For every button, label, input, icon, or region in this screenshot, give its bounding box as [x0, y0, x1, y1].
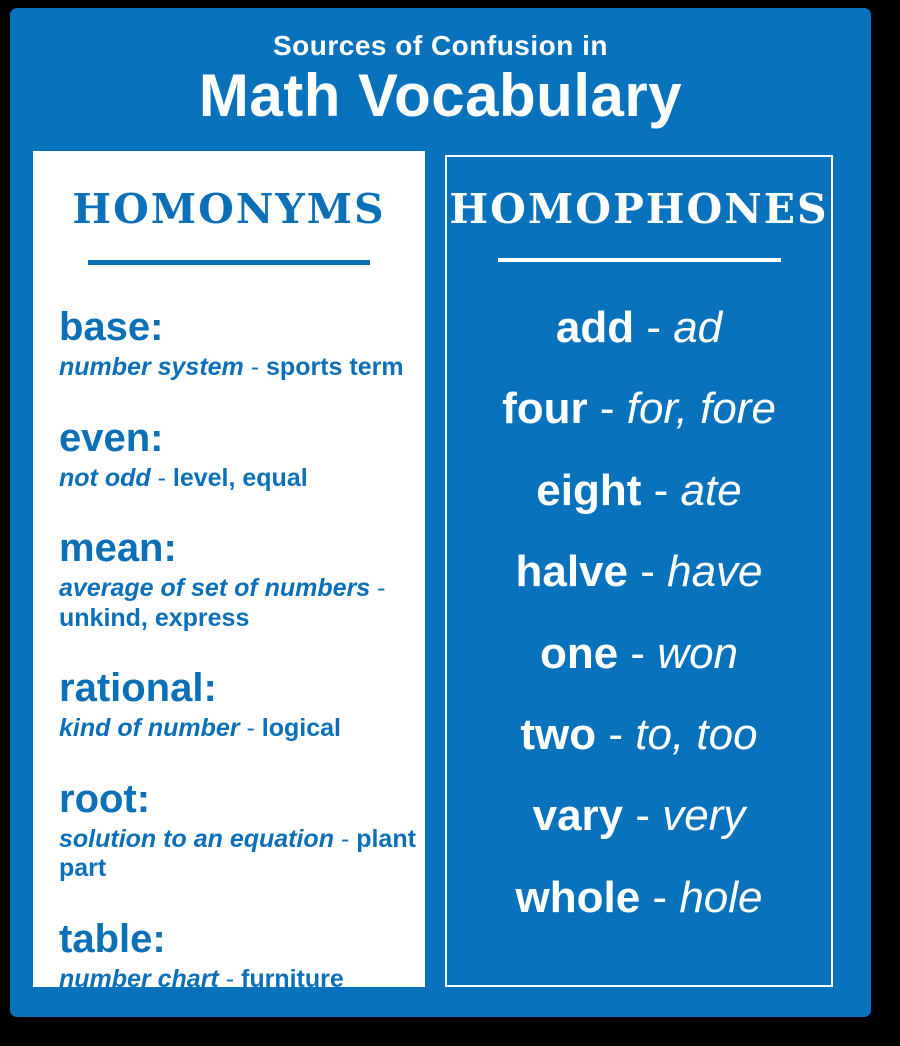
homophones-pair-list — [447, 304, 831, 922]
homophone-pair — [515, 548, 762, 596]
sounds-like-word: very — [662, 791, 746, 841]
homonyms-entry-list — [59, 307, 417, 994]
math-word: four — [502, 384, 588, 434]
poster-subtitle: Sources of Confusion in — [272, 30, 609, 61]
separator-hyphen: - — [646, 303, 661, 352]
homonym-entry — [59, 668, 417, 744]
homonym-entry — [59, 528, 417, 633]
homonyms-title-underline — [88, 260, 370, 265]
homonyms-title: HOMONYMS — [72, 185, 386, 233]
poster-title: Math Vocabulary — [198, 62, 683, 129]
sounds-like-word: ate — [680, 465, 742, 515]
other-meaning: sports term — [266, 353, 404, 381]
homonym-definition — [59, 353, 417, 383]
sounds-like-word: won — [657, 628, 739, 678]
homophone-pair — [536, 467, 741, 515]
other-meaning: logical — [261, 714, 341, 742]
homophone-pair — [540, 630, 738, 678]
separator-hyphen: - — [653, 465, 669, 515]
separator-hyphen: - — [652, 872, 668, 922]
separator-hyphen: - — [640, 547, 655, 597]
homonym-word: rational: — [59, 666, 217, 710]
math-meaning: average of set of numbers — [59, 574, 371, 602]
homophones-title-underline — [498, 258, 781, 262]
homonym-word: mean: — [59, 526, 177, 570]
sounds-like-word: to, too — [635, 709, 758, 759]
homonym-definition — [59, 965, 417, 995]
math-word: two — [520, 709, 597, 759]
homophone-pair — [516, 874, 763, 922]
homophones-title: HOMOPHONES — [449, 185, 829, 233]
homonym-definition — [59, 574, 417, 633]
other-meaning: plant part — [59, 824, 416, 882]
math-word: add — [555, 303, 635, 352]
separator-hyphen: - — [250, 353, 260, 381]
separator-hyphen: - — [157, 463, 166, 492]
homonym-word: base: — [59, 305, 164, 349]
separator-hyphen: - — [377, 574, 386, 602]
math-word: vary — [532, 791, 624, 841]
homonym-definition — [59, 714, 417, 744]
other-meaning: furniture — [241, 964, 344, 993]
homonym-entry — [59, 415, 417, 494]
homophones-panel — [445, 155, 833, 987]
homonym-entry — [59, 307, 417, 383]
separator-hyphen: - — [225, 964, 235, 993]
math-meaning: solution to an equation — [59, 824, 334, 853]
separator-hyphen: - — [246, 714, 255, 742]
homonym-definition — [59, 825, 417, 884]
math-meaning: not odd — [59, 463, 151, 492]
sounds-like-word: ad — [673, 303, 723, 352]
sounds-like-word: for, fore — [626, 384, 776, 434]
other-meaning: unkind, express — [59, 603, 250, 632]
math-meaning: number system — [59, 353, 244, 381]
math-meaning: kind of number — [59, 714, 240, 742]
separator-hyphen: - — [599, 384, 615, 434]
separator-hyphen: - — [340, 824, 350, 853]
separator-hyphen: - — [608, 709, 624, 759]
homonym-word: even: — [59, 415, 164, 460]
sounds-like-word: have — [667, 547, 763, 597]
sounds-like-word: hole — [679, 872, 763, 922]
math-word: one — [539, 628, 619, 678]
math-word: eight — [536, 465, 642, 515]
homophone-pair — [533, 792, 746, 840]
homonym-definition — [59, 464, 417, 494]
homonyms-panel — [33, 151, 425, 993]
math-word: halve — [515, 547, 628, 597]
homonym-entry — [59, 776, 417, 884]
poster-header — [10, 8, 871, 129]
homonym-entry — [59, 916, 417, 995]
homonym-word: table: — [59, 916, 166, 961]
math-vocabulary-poster — [10, 8, 871, 1017]
math-word: whole — [515, 872, 641, 922]
other-meaning: level, equal — [172, 463, 308, 492]
homophone-pair — [556, 304, 722, 352]
math-meaning: number chart — [59, 964, 219, 993]
separator-hyphen: - — [630, 628, 646, 678]
homophone-pair — [502, 385, 776, 433]
homophone-pair — [520, 711, 757, 759]
separator-hyphen: - — [635, 791, 651, 841]
homonym-word: root: — [59, 776, 151, 821]
